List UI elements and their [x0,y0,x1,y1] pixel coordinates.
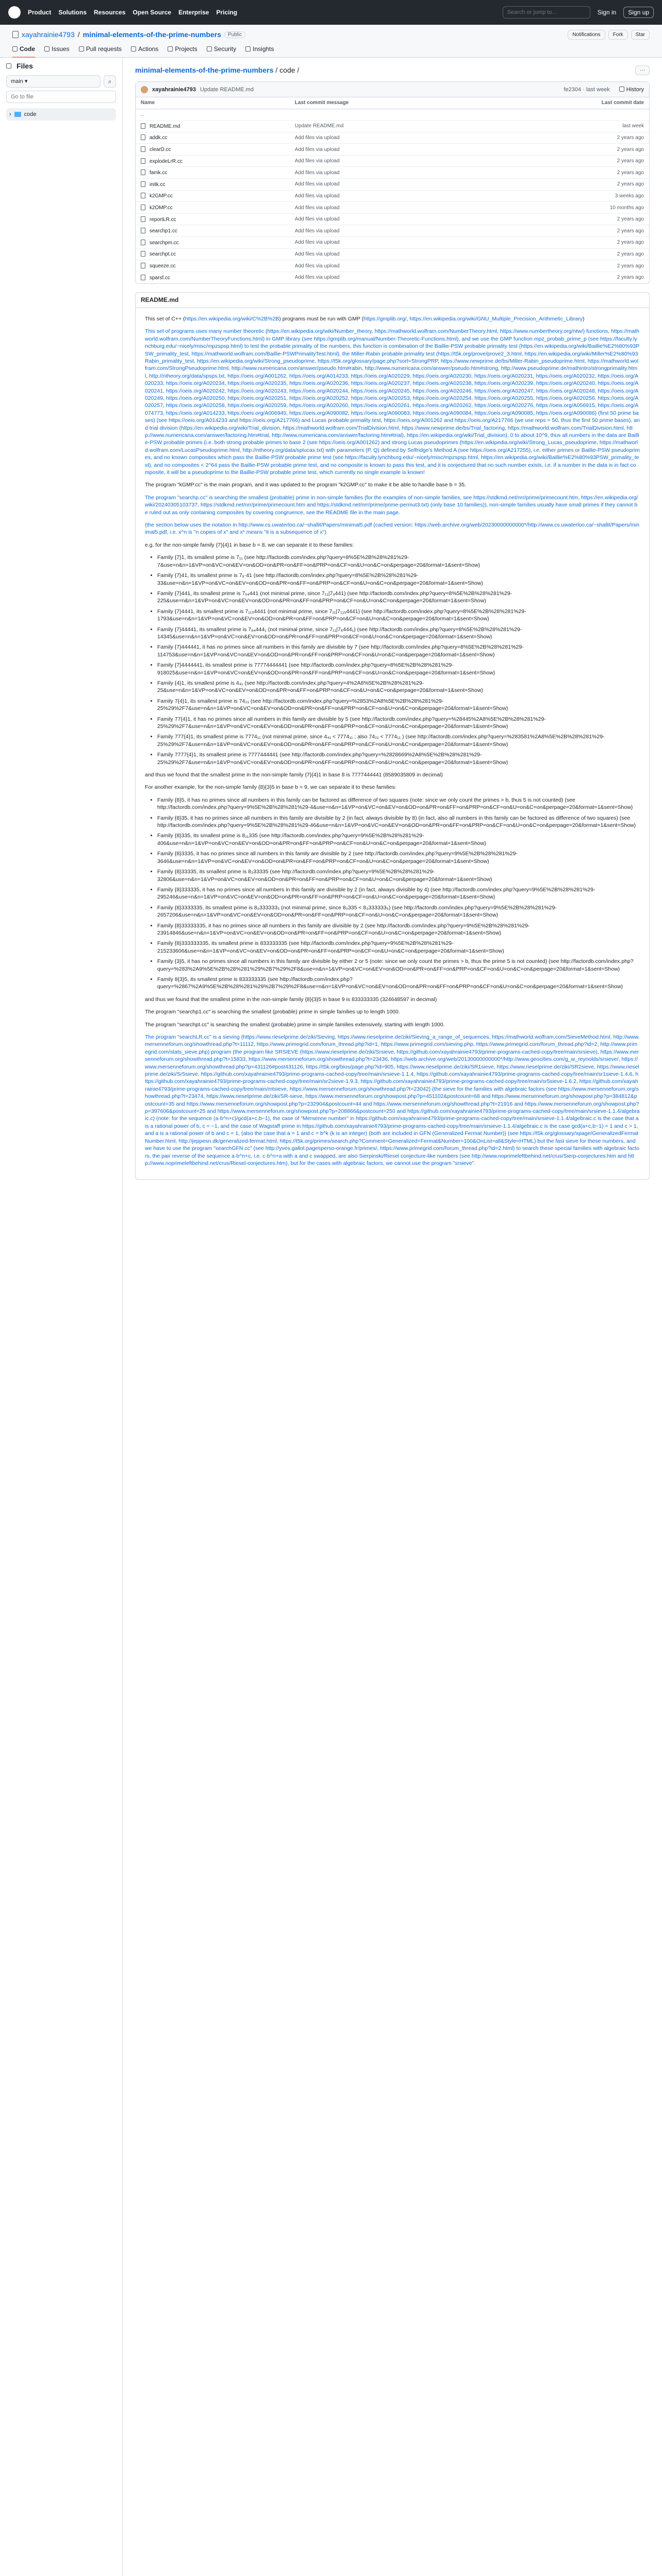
files-title: Files [6,62,116,70]
list-item: • Family {7}4441, its smallest prime is 7₁₁₅4441 (not minimal prime, since 7₁₁|7₁₁₅4441) (see http://factordb.com/index.php?query=8%5E%2B%28%281%29-1793&use=n&n=1&VP=on&VC=on&EV=on&OD=on&PR=on&FF=on&PRP=on&CF=on&U=on&C=on&perpage=20&format=1&sent=Show) [157,608,640,623]
notifications-button[interactable]: Notifications [568,30,605,40]
search-icon[interactable]: ⌕ [104,75,116,88]
commit-message-cell[interactable]: Add files via upload [290,155,487,167]
global-header [0,0,662,25]
repo-header [0,25,662,58]
repo-separator: / [77,30,80,39]
file-link[interactable]: k2OMP.cc [150,205,173,211]
list-item: • Family {7}41, its smallest prime is 7₉·41 (see http://factordb.com/index.php?query=8%5E%2B%28%281%29-33&use=n&n=1&VP=on&VC=on&EV=on&OD=on&PR=on&FF=on&PRP=on&CF=on&U=on&C=on&perpage=20&format=1&sent=Show) [157,572,640,587]
commit-author[interactable]: xayahrainie4793 [152,86,196,93]
main-content [123,58,662,2576]
commit-message-cell[interactable]: Add files via upload [290,179,487,191]
commit-meta: fe2304 · last week [564,86,610,93]
commit-message-cell[interactable] [290,109,487,121]
commit-date-cell: 2 years ago [487,237,649,249]
file-name-cell[interactable] [136,132,290,144]
file-link[interactable]: searchpm.cc [150,240,179,246]
commit-message-cell[interactable]: Add files via upload [290,202,487,214]
file-name-cell[interactable] [136,260,290,272]
family-list-base9 [145,796,640,991]
readme-linked-text[interactable]: The program "searchp.cc" is searching the smallest (probable) prime in non-simple families (for the examples of non-simple families, see https://stdkmd.net/nrr/prime/primecount.htm, https://en.wikipedia.org/wiki/20240305103737, https://stdkmd.net/nrr/prime/primecount.htm and https://stdkmd.net/nrr/prime/prime-permut3.txt) (only base 10 families)), non-simple families usually have small primes if they cannot be ruled out as only containing composites by covering congruence, see the README file in the main page. [145,494,638,516]
file-link[interactable]: k2GMP.cc [150,193,173,199]
commit-date-cell: 2 years ago [487,144,649,156]
commit-date-cell: 2 years ago [487,260,649,272]
fork-button[interactable]: Fork [608,30,628,40]
commit-date-cell: 2 years ago [487,213,649,225]
list-item: • Family {4}1, its smallest prime is 4₄₁ (see http://factordb.com/index.php?query=4%2A8%5E%2B%28%281%29-25&use=n&n=1&VP=on&VC=on&EV=on&OD=on&PR=on&FF=on&PRP=on&CF=on&U=on&C=on&perpage=20&format=1&sent=Show) [157,680,640,694]
file-link[interactable]: README.md [150,123,180,129]
avatar[interactable] [141,86,148,93]
column-commit-date: Last commit date [487,97,649,109]
readme-panel [135,292,650,1180]
file-icon [141,193,145,198]
global-search-input[interactable] [503,6,590,19]
commit-date-cell: 2 years ago [487,179,649,191]
tab-insights[interactable]: Insights [245,45,274,58]
table-row[interactable] [136,260,649,272]
star-button[interactable]: Star [631,30,650,40]
table-icon [168,46,173,52]
column-name: Name [136,97,290,109]
readme-title: README.md [141,296,179,304]
file-icon [141,146,145,152]
sign-in-link[interactable]: Sign in [597,9,617,16]
file-link[interactable]: famk.cc [150,170,168,176]
shield-icon [207,46,212,52]
latest-commit-bar [136,82,649,97]
list-item: • Family 7{4}1, its smallest prime is 74₂₁ (see http://factordb.com/index.php?query=%2853%2A8%5E%2B%28%281%29-25%29%2F7&use=n&n=1&VP=on&VC=on&EV=on&OD=on&PR=on&FF=on&PRP=on&CF=on&U=on&C=on&perpage=20&format=1&sent=Show) [157,698,640,713]
history-icon [619,87,624,92]
file-listing [135,81,650,284]
commit-message-cell[interactable]: Add files via upload [290,213,487,225]
list-item: • Family {8}33333335, it has no primes since all numbers in this family are divisible by 2 (see http://factordb.com/index.php?query=9%5E%2B%28%281%29-23914846&use=n&n=1&VP=on&VC=on&EV=on&OD=on&PR=on&FF=on&PRP=on&CF=on&U=on&C=on&perpage=20&format=1&sent=Show) [157,922,640,937]
readme-paragraph: and thus we found that the smallest prime in the non-simple family {7}{4}1 in base 8 is 7777444441 (8589035809 in decimal) [145,772,443,778]
file-icon [141,181,145,187]
table-row[interactable] [136,202,649,214]
tab-pull-requests[interactable]: Pull requests [79,45,122,58]
readme-paragraph: and thus we found that the smallest prime in the non-simple family {8}{3}5 in base 9 is 833333335 (324648597 in decimal) [145,996,437,1003]
readme-paragraph [145,521,640,536]
table-row[interactable] [136,109,649,121]
readme-paragraph: This set of C++ (https://en.wikipedia.org/wiki/C%2B%2B) programs must be run with GMP (https://gmplib.org/, https://en.wikipedia.org/wiki/GNU_Multiple_Precision_Arithmetic_Library) [145,315,585,322]
tab-actions[interactable]: Actions [131,45,158,58]
commit-date-cell: 2 years ago [487,225,649,237]
list-item: • Family 7777{4}1, its smallest prime is 7777444441 (see http://factordb.com/index.php?query=%2828669%2A8%5E%2B%28%281%29-25%29%2F7&use=n&n=1&VP=on&VC=on&EV=on&OD=on&PR=on&FF=on&PRP=on&CF=on&U=on&C=on&perpage=20&format=1&sent=Show) [157,751,640,766]
table-row[interactable] [136,237,649,249]
repo-name-link[interactable]: minimal-elements-of-the-prime-numbers [82,30,222,39]
readme-link[interactable]: https://gmplib.org/ [363,315,407,322]
list-item: • Family {8}33335, its smallest prime is 8₃33335 (see http://factordb.com/index.php?query=9%5E%2B%28%281%29-32806&use=n&n=1&VP=on&VC=on&EV=on&OD=on&PR=on&FF=on&PRP=on&CF=on&U=on&C=on&perpage=20&format=1&sent=Show) [157,868,640,883]
tab-projects[interactable]: Projects [168,45,197,58]
list-item: • Family 77{4}1, it has no primes since all numbers in this family are divisible by 5 (see http://factordb.com/index.php?query=%28445%2A8%5E%2B%28%281%29-25%29%2F7&use=n&n=1&VP=on&VC=on&EV=on&OD=on&PR=on&FF=on&PRP=on&CF=on&U=on&C=on&perpage=20&format=1&sent=Show) [157,716,640,731]
commit-date-cell: 10 months ago [487,202,649,214]
readme-paragraph [145,494,640,516]
readme-header [136,293,649,308]
commit-message-cell[interactable]: Add files via upload [290,237,487,249]
nav-open-source[interactable]: Open Source [133,9,172,16]
file-name-cell[interactable] [136,190,290,202]
list-item: • Family 777{4}1, its smallest prime is 7774₁₁ (not minimal prime, since 4₄₁ < 7774₁₁ ; also 74₂₁ < 7774₁₁ ) (see http://factordb.com/index.php?query=%283581%2A8%5E%2B%28%281%29-25%29%2F7&use=n&n=1&VP=on&VC=on&EV=on&OD=on&PR=on&FF=on&PRP=on&CF=on&U=on&C=on&perpage=20&format=1&sent=Show) [157,733,640,748]
file-name-cell[interactable] [136,179,290,191]
commit-message-cell[interactable]: Add files via upload [290,132,487,144]
repo-owner-link[interactable]: xayahrainie4793 [22,30,75,39]
readme-link[interactable]: https://en.wikipedia.org/wiki/GNU_Multiple_Precision_Arithmetic_Library [409,315,583,322]
repo-actions [568,30,650,40]
file-name-cell[interactable] [136,121,290,132]
tab-security[interactable]: Security [207,45,236,58]
commit-message-cell[interactable]: Add files via upload [290,144,487,156]
commit-date-cell: 2 years ago [487,248,649,260]
list-item: • Family {8}333333335, its smallest prime is 833333335 (see http://factordb.com/index.php?query=9%5E%2B%28%281%29-215233606&use=n&n=1&VP=on&VC=on&EV=on&OD=on&PR=on&FF=on&PRP=on&CF=on&U=on&C=on&perpage=20&format=1&sent=Show) [157,940,640,955]
tab-code[interactable]: Code [12,45,35,58]
readme-link[interactable]: https://en.wikipedia.org/wiki/C%2B%2B [185,315,279,322]
file-icon [141,251,145,257]
list-item: • Family {8}333335, it has no primes since all numbers in this family are divisible by 2 (in fact, always divisible by 4) (see http://factordb.com/index.php?query=9%5E%2B%28%281%29-295246&use=n&n=1&VP=on&VC=on&EV=on&OD=on&PR=on&FF=on&PRP=on&CF=on&U=on&C=on&perpage=20&format=1&sent=Show) [157,886,640,901]
file-name-cell[interactable] [136,213,290,225]
table-row[interactable] [136,190,649,202]
file-link[interactable]: searchp1.cc [150,228,177,234]
list-item: • Family {7}444441, it has no primes since all numbers in this family are divisible by 7 (see http://factordb.com/index.php?query=8%5E%2B%28%281%29-114753&use=n&n=1&VP=on&VC=on&EV=on&OD=on&PR=on&FF=on&PRP=on&CF=on&U=on&C=on&perpage=20&format=1&sent=Show) [157,643,640,658]
readme-paragraph [145,328,640,476]
repo-title-row [12,28,650,41]
file-icon [141,158,145,164]
file-table-header [136,97,649,109]
table-row[interactable] [136,167,649,179]
file-icon [141,123,145,129]
nav-solutions[interactable]: Solutions [58,9,87,16]
breadcrumb-actions [635,65,650,75]
table-row[interactable] [136,272,649,283]
code-icon [12,46,18,52]
sidebar-controls [6,75,116,88]
file-link[interactable]: addk.cc [150,135,168,141]
file-icon [141,205,145,210]
family-list-base8 [145,554,640,766]
readme-paragraph [145,1033,640,1167]
pull-request-icon [79,46,84,52]
file-icon [141,134,145,140]
visibility-badge: Public [224,31,245,38]
file-name-cell[interactable] [136,167,290,179]
commit-message-cell[interactable]: Add files via upload [290,225,487,237]
table-row[interactable] [136,121,649,132]
play-icon [131,46,136,52]
readme-linked-text[interactable]: (the section below uses the notation in http://www.cs.uwaterloo.ca/~shallit/Papers/minimal5.pdf (cached version: https://web.archive.org/web/20230000000000*/http://www.cs.uwaterloo.ca/~shallit/Papers/minimal5.pdf, i.e. x^n is "n copies of x" and x* means "it is a subsequence of x") [145,522,639,536]
tree-item-code[interactable]: › code [6,108,116,121]
github-logo-icon[interactable] [8,6,21,19]
readme-linked-text[interactable]: The program "searchLR.cc" is a sieving (https://www.rieselprime.de/ziki/Sieving, https://www.rieselprime.de/ziki/Sieving_a_range_of_sequences, https://mathworld.wolfram.com/SieveMethod.html, http://www.mersenneforum.org/showthread.php?t=11112, https://www.primegrid.com/forum_thread.php?id=1, https://www.primegrid.com/sieving.php, https://www.primegrid.com/forum_thread.php?id=2, http://www.primegrid.com/stats_sieve.php) program (the program like SRSIEVE (https://www.rieselprime.de/ziki/Srsieve, https://github.com/xayahrainie4793/prime-programs-cached-copy/tree/main/srsieve), https://www.mersenneforum.org/showthread.php?t=15833, https://www.mersenneforum.org/showthread.php?t=23436, https://web.archive.org/web/20130000000000*/http://www.geocities.com/g_w_reynolds/srsieve/, https://www.mersenneforum.org/showthread.php?p=431126#post431126, https://t5k.org/bios/page.php?id=905, https://www.rieselprime.de/ziki/SR1sieve, https://www.rieselprime.de/ziki/SR2sieve, https://www.rieselprime.de/ziki/Sr5sieve, https://github.com/xayahrainie4793/prime-programs-cached-copy/tree/main/srsieve-1.1.4, https://github.com/xayahrainie4793/prime-programs-cached-copy/tree/main/sr1sieve-1.4.6, https://github.com/xayahrainie4793/prime-programs-cached-copy/tree/main/sr2sieve-1.9.3, https://github.com/xayahrainie4793/prime-programs-cached-copy/tree/main/sr5sieve-1.6.2, https://github.com/xayahrainie4793/prime-programs-cached-copy/tree/main/mtsieve, https://www.mersenneforum.org/showthread.php?t=23042) (the sieve for the families with algebraic factors (see https://www.mersenneforum.org/showthread.php?t=23474, https://www.rieselprime.de/ziki/SR-sieve, https://www.mersenneforum.org/showpost.php?p=451102&postcount=68 and https://www.mersenneforum.org/showpost.php?p=384812&postcount=35 and https://www.mersenneforum.org/showpost.php?p=232904&postcount=44 and https://www.mersenneforum.org/showthread.php?t=21916 and https://www.mersenneforum.org/showpost.php?p=397606&postcount=25 and https://www.mersenneforum.org/showpost.php?p=208866&postcount=250 and https://github.com/xayahrainie4793/prime-programs-cached-copy/tree/main/srsieve-1.1.4/algebraic.c) (note: for the sequence (a·b^n+c)/gcd(a+c,b−1), the case of "Mersenne number" in https://github.com/xayahrainie4793/prime-programs-cached-copy/tree/main/srsieve-1.1.4/algebraic.c is the case that a is a rational power of b, c = −1, and the case of Wagstaff prime in https://github.com/xayahrainie4793/prime-programs-cached-copy/tree/main/srsieve-1.1.4/algebraic.c is the case gcd(a+c,b−1) = 1 and c > 1, and a is a rational power of b and c = 1, (also the case that a = 1 and c = b^k (k is an integer) (both are included in GFN (Generalized Fermat Number)) (see https://t5k.org/glossary/xpage/GeneralizedFermatNumber.html, http://jeppesn.dk/generalized-fermat.html, https://t5k.org/primes/search.php?Comment=Generalized+Fermat&Number=100&OnList=all&Style=HTML) but the fast sieve for these numbers, and we have to use the program "searchGFN.cc" (see http://yves.gallot.pagesperso-orange.fr/primes/, https://www.primegrid.com/forum_thread.php?id=2.html) to search these special families with algebraic factors, the pair reverse of the sequence a·b^n+c, i.e. c·b^n+a with a and c swapped, are also Sierpinski/Riesel conjecture-like numbers (see http://www.noprimeleftbehind.net/crus/Sierp-conjectures.htm and http://www.noprimeleftbehind.net/crus/Riesel-conjectures.htm), but for the cases with algebraic factors, we cannot use the program "srsieve". [145,1034,640,1166]
file-name-cell[interactable] [136,202,290,214]
list-item: • Family {8}335, its smallest prime is 8₁₁335 (see http://factordb.com/index.php?query=9%5E%2B%28%281%29-406&use=n&n=1&VP=on&VC=on&EV=on&OD=on&PR=on&FF=on&PRP=on&CF=on&U=on&C=on&perpage=20&format=1&sent=Show) [157,832,640,847]
list-item: • Family {8}5, it has no primes since all numbers in this family can be factored as difference of two squares (note: since we only count the primes > b, thus 5 is not counted) (see http://factordb.com/index.php?query=9%5E%2B%28%281%29-4&use=n&n=1&VP=on&VC=on&EV=on&OD=on&PR=on&FF=on&PRP=on&CF=on&U=on&C=on&perpage=20&format=1&sent=Show) [157,796,640,811]
table-row[interactable] [136,179,649,191]
global-nav [28,9,237,16]
file-icon [141,228,145,233]
file-name-cell[interactable] [136,225,290,237]
file-name-cell[interactable] [136,272,290,283]
breadcrumb-repo-link[interactable]: minimal-elements-of-the-prime-numbers [135,66,274,74]
file-tree-sidebar [0,58,123,2576]
readme-paragraph: The program "searchpt.cc" is searching the smallest (probable) prime in simple families extensively, starting with length 1000. [145,1021,445,1028]
file-name-cell[interactable] [136,237,290,249]
file-icon [141,240,145,245]
file-name-cell[interactable] [136,155,290,167]
tab-issues[interactable]: Issues [44,45,70,58]
go-to-file-input[interactable] [6,91,116,103]
file-link[interactable]: searchpt.cc [150,251,176,258]
table-row[interactable] [136,213,649,225]
readme-paragraph: The program "searchp1.cc" is searching the smallest (probable) prime in simple families up to length 1000. [145,1009,400,1015]
commit-message-cell[interactable]: Update README.md [290,121,487,132]
commit-date-cell: 2 years ago [487,155,649,167]
file-icon [141,263,145,268]
issue-icon [44,46,49,52]
chevron-right-icon: › [9,111,11,117]
file-name-cell[interactable] [136,144,290,156]
file-table-body [136,109,649,283]
commit-message-cell[interactable]: Add files via upload [290,190,487,202]
breadcrumb [135,63,650,77]
readme-paragraph: e.g. for the non-simple family {7}{4}1 in base b = 8, we can separate it to these families: [145,541,354,548]
commit-message-cell[interactable]: Add files via upload [290,248,487,260]
file-link[interactable]: clearD.cc [150,147,171,153]
list-item: • Family {7}1, its smallest prime is 7₁₁ (see http://factordb.com/index.php?query=8%5E%2B%28%281%29-7&use=n&n=1&VP=on&VC=on&EV=on&OD=on&PR=on&FF=on&PRP=on&CF=on&U=on&C=on&perpage=20&format=1&sent=Show) [157,554,640,569]
list-item: • Family {3}5, it has no primes since all numbers in this family are divisible by either 2 or 5 (note: since we only count the primes > b, thus the prime 5 is not counted) (see http://factordb.com/index.php?query=%283%2A9%5E%2B%28%281%29%2B7%29%2F8&use=n&n=1&VP=on&VC=on&EV=on&OD=on&PR=on&FF=on&PRP=on&CF=on&U=on&C=on&perpage=20&format=1&sent=Show) [157,958,640,973]
file-link[interactable]: reportLR.cc [150,216,176,223]
list-item: • Family 8{3}5, its smallest prime is 833333335 (see http://factordb.com/index.php?query=%2867%2A9%5E%2B%28%281%29%2B7%29%2F8&use=n&n=1&VP=on&VC=on&EV=on&OD=on&PR=on&FF=on&PRP=on&CF=on&U=on&C=on&perpage=20&format=1&sent=Show) [157,976,640,991]
table-row[interactable] [136,155,649,167]
file-link[interactable]: explodeLrR.cc [150,158,183,164]
readme-linked-text[interactable]: This set of programs uses many number theoretic (https://en.wikipedia.org/wiki/Number_theory, https://mathworld.wolfram.com/NumberTheory.html, https://www.numbertheory.org/ntw/) functions, https://mathworld.wolfram.com/NumberTheoryFunctions.html) in GMP library (see https://gmplib.org/manual/Number-Theoretic-Functions.html), and we use the GMP function mpz_probab_prime_p (see https://faculty.lynchburg.edu/~nicely/misc/mpzspsp.html) to test the probable primality of the numbers, this function is combination of the Baillie-PSW probable primality test (https://en.wikipedia.org/wiki/Baillie%E2%80%93PSW_primality_test, https://mathworld.wolfram.com/Baillie-PSWPrimalityTest.html), the Miller-Rabin probable primality test (https://t5k.org/prove/prove2_3.html, https://en.wikipedia.org/wiki/Miller%E2%80%93Rabin_primality_test, https://en.wikipedia.org/wiki/Strong_pseudoprime, https://t5k.org/glossary/page.php?sort=StrongPRP, https://www.newprime.de/bs/Miller-Rabin_pseudoprime.html, https://mathworld.wolfram.com/StrongPseudoprime.html, http://www.numericana.com/answer/pseudo.htm#rabin, http://www.numericana.com/answer/pseudo.htm#strong, http://www.pseudoprime.de/mathintro/strongprimality.html, http://ntheory.org/data/spsps.txt, https://oeis.org/A001262, https://oeis.org/A014233, https://oeis.org/A020229, https://oeis.org/A020230, https://oeis.org/A020231, https://oeis.org/A020232, https://oeis.org/A020233, https://oeis.org/A020234, https://oeis.org/A020235, https://oeis.org/A020236, https://oeis.org/A020237, https://oeis.org/A020238, https://oeis.org/A020239, https://oeis.org/A020240, https://oeis.org/A020241, https://oeis.org/A020242, https://oeis.org/A020243, https://oeis.org/A020244, https://oeis.org/A020245, https://oeis.org/A020246, https://oeis.org/A020247, https://oeis.org/A020248, https://oeis.org/A020249, https://oeis.org/A020250, https://oeis.org/A020251, https://oeis.org/A020252, https://oeis.org/A020253, https://oeis.org/A020254, https://oeis.org/A020255, https://oeis.org/A020256, https://oeis.org/A020257, https://oeis.org/A020258, https://oeis.org/A020259, https://oeis.org/A020260, https://oeis.org/A020261, https://oeis.org/A020262, https://oeis.org/A020276, https://oeis.org/A056915, https://oeis.org/A074773, https://oeis.org/A014233, https://oeis.org/A006945, https://oeis.org/A090082, https://oeis.org/A090083, https://oeis.org/A090084, https://oeis.org/A090085, https://oeis.org/A090086) (first 50 prime bases) (see https://oeis.org/A014233 and https://oeis.org/A217766) and Lucas probable primality test, https://oeis.org/A001262 and https://oeis.org/A217766 (we use reps = 50, thus the first 50 prime bases), and trial division (https://en.wikipedia.org/wiki/Trial_division, https://mathworld.wolfram.com/TrialDivision.html, https://www.newprime.de/bs/Trial_factoring, https://mathworld.wolfram.com/TrialDivision.html, http://www.numericana.com/answer/factoring.htm#trial, http://www.numericana.com/answer/factoring.htm#trial), https://en.wikipedia.org/wiki/Trial_division), 0 to about 10^9, thus all numbers in the data are Baillie-PSW probable primes (i.e. both strong probable primes to base 2 (see https://oeis.org/A001262) and strong Lucas pseudoprimes (https://en.wikipedia.org/wiki/Strong_Lucas_pseudoprime, https://mathworld.wolfram.com/LucasPseudoprime.html, http://ntheory.org/data/splucas.txt) with parameters (P, Q) defined by Selfridge's Method A (see https://oeis.org/A217255), i.e. either primes or Baillie-PSW pseudoprimes, and no known composites which pass the Baillie-PSW probable prime test (see https://faculty.lynchburg.edu/~nicely/misc/mpzspsp.html, https://en.wikipedia.org/wiki/Baillie%E2%80%93PSW_primality_test), and no composites < 2^64 pass the Baillie-PSW probable prime test, and no composite is known to pass this test, and it is conjectured that no such number exists, i.e. if a number in the data is in fact composite, it will be a pseudoprime to the Baillie-PSW probable prime test, which currently no single example is known! [145,328,640,476]
commit-date-cell: last week [487,121,649,132]
sign-up-button[interactable]: Sign up [623,7,654,18]
commit-date-cell: 2 years ago [487,132,649,144]
readme-paragraph: For another example, for the non-simple family {8}{3}5 in base b = 9, we can separate it to these families: [145,784,396,791]
file-name-cell[interactable] [136,248,290,260]
list-item: • Family {8}3335, it has no primes since all numbers in this family are divisible by 2 (see http://factordb.com/index.php?query=9%5E%2B%28%281%29-3646&use=n&n=1&VP=on&VC=on&EV=on&OD=on&PR=on&FF=on&PRP=on&CF=on&U=on&C=on&perpage=20&format=1&sent=Show) [157,850,640,865]
list-item: • Family {7}4444441, its smallest prime is 77774444441 (see http://factordb.com/index.php?query=8%5E%2B%28%281%29-918025&use=n&n=1&VP=on&VC=on&EV=on&OD=on&PR=on&FF=on&PRP=on&CF=on&U=on&C=on&perpage=20&format=1&sent=Show) [157,662,640,676]
table-row[interactable] [136,132,649,144]
commit-date-cell: 2 years ago [487,167,649,179]
file-name-cell[interactable] [136,109,290,121]
more-options-icon[interactable]: ··· [635,65,650,75]
commit-date-cell: 3 weeks ago [487,190,649,202]
file-icon [141,216,145,222]
nav-product[interactable]: Product [28,9,52,16]
folder-icon [14,112,21,117]
commit-message-cell[interactable]: Add files via upload [290,167,487,179]
file-link[interactable]: .. [141,111,144,117]
readme-paragraph: The program "kGMP.cc" is the main program, and it was updated to the program "k2GMP.cc" to make it be able to handle base b = 35. [145,482,466,488]
file-link[interactable]: sparsf.cc [150,275,171,281]
file-link[interactable]: initk.cc [150,181,166,188]
sidebar-collapse-icon[interactable] [6,63,11,69]
table-row[interactable] [136,225,649,237]
list-item: • Family {7}441, its smallest prime is 7₉₄441 (not minimal prime, since 7₁₁|7₉441) (see http://factordb.com/index.php?query=8%5E%2B%28%281%29-225&use=n&n=1&VP=on&VC=on&EV=on&OD=on&PR=on&FF=on&PRP=on&CF=on&U=on&C=on&perpage=20&format=1&sent=Show) [157,590,640,605]
history-link[interactable]: History [619,87,644,93]
column-commit-message: Last commit message [290,97,487,109]
branch-selector[interactable]: main ▾ [6,75,101,88]
repo-nav [12,45,650,58]
list-item: • Family {8}35, it has no primes since all numbers in this family are divisible by 2 (in fact, always divisible by 8) (in fact, also all numbers in this family can be factored as difference of two squares) (see http://factordb.com/index.php?query=9%5E%2B%28%281%29-46&use=n&n=1&VP=on&VC=on&EV=on&OD=on&PR=on&FF=on&PRP=on&CF=on&U=on&C=on&perpage=20&format=1&sent=Show) [157,815,640,829]
commit-message-cell[interactable]: Add files via upload [290,260,487,272]
file-link[interactable]: squeeze.cc [150,263,176,269]
repo-icon [12,31,19,38]
commit-date-cell: 2 years ago [617,275,644,281]
commit-date-cell [487,109,649,121]
table-row[interactable] [136,248,649,260]
file-table [136,97,649,283]
file-icon [141,170,145,175]
table-row[interactable] [136,144,649,156]
list-item: • Family {7}44441, its smallest prime is 7₈₄444₁ (not minimal prime, since 7₁₁|7₈444₁) (see http://factordb.com/index.php?query=8%5E%2B%28%281%29-14345&use=n&n=1&VP=on&VC=on&EV=on&OD=on&PR=on&FF=on&PRP=on&CF=on&U=on&C=on&perpage=20&format=1&sent=Show) [157,626,640,641]
nav-pricing[interactable]: Pricing [216,9,238,16]
commit-message[interactable]: Update README.md [200,86,254,93]
graph-icon [245,46,251,52]
page-layout [0,58,662,2576]
breadcrumb-path: / code / [275,66,300,74]
list-item: • Family {8}3333335, its smallest prime is 8₃333333₅ (not minimal prime, since 8₃335 < 8₃333333₅) (see http://factordb.com/index.php?query=9%5E%2B%28%281%29-2657206&use=n&n=1&VP=on&VC=on&EV=on&OD=on&PR=on&FF=on&PRP=on&CF=on&U=on&C=on&perpage=20&format=1&sent=Show) [157,904,640,919]
nav-enterprise[interactable]: Enterprise [178,9,209,16]
nav-resources[interactable]: Resources [94,9,126,16]
commit-message-cell[interactable]: Add files via upload [294,275,340,281]
readme-body [136,308,649,1179]
file-icon [141,275,145,280]
